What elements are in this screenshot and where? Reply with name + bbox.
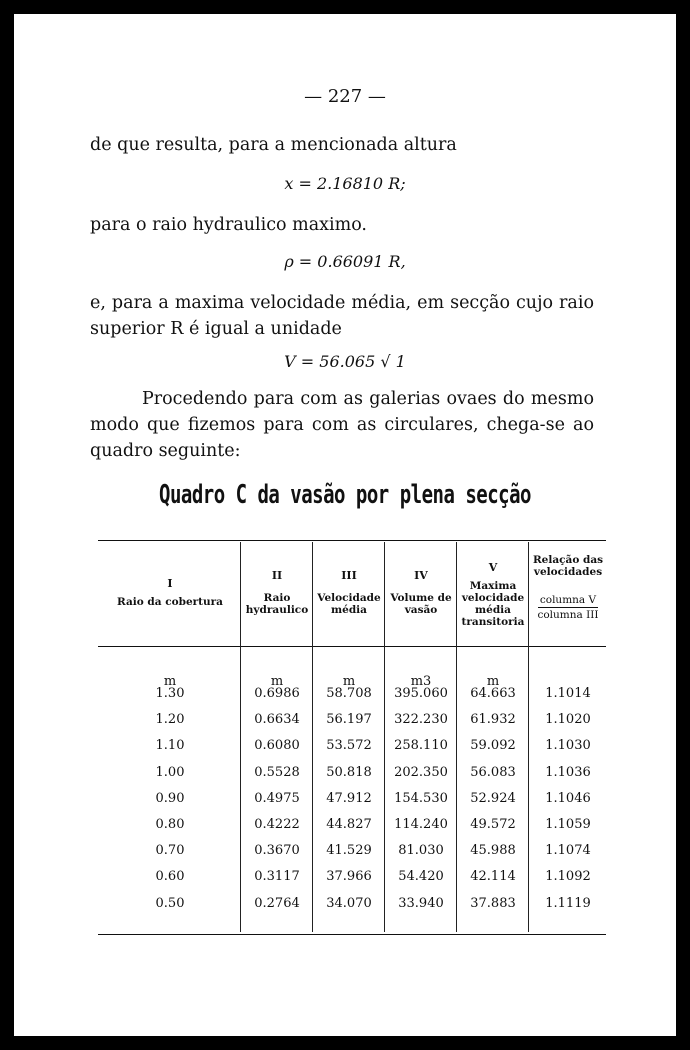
table-cell: 0.6080 xyxy=(254,738,300,754)
column-number: III xyxy=(341,569,357,582)
table-cell: 1.1059 xyxy=(545,817,591,832)
table-cell: 1.30 xyxy=(155,686,185,701)
table-cell: 37.966 xyxy=(326,869,372,885)
table-cell: 1.10 xyxy=(155,738,185,754)
table-cell: 0.2764 xyxy=(254,895,300,911)
table-cell: 1.1020 xyxy=(545,712,591,728)
column-divider xyxy=(528,542,529,932)
ratio-denominator: columna III xyxy=(537,609,599,621)
table-cell: 59.092 xyxy=(470,738,516,754)
column-number: II xyxy=(271,569,283,582)
formula-x: x = 2.16810 R; xyxy=(284,174,406,193)
column-divider xyxy=(384,542,385,932)
table-cell: 0.5528 xyxy=(254,764,300,780)
table-cell: 42.114 xyxy=(470,869,516,885)
table-cell: 0.80 xyxy=(155,817,185,832)
table-cell: 61.932 xyxy=(470,712,516,728)
table-cell: 33.940 xyxy=(398,895,444,911)
table-cell: 0.90 xyxy=(155,790,185,806)
paragraph-2: e, para a maxima velocidade média, em secção cujo raio superior R é igual a unidade xyxy=(90,293,594,339)
column-label: Maxima velocidade média transitoria xyxy=(461,580,525,628)
table-header-rule xyxy=(98,646,606,647)
unit-label: m3 xyxy=(410,674,432,689)
column-header-2 xyxy=(242,570,312,616)
table-cell: 322.230 xyxy=(394,712,448,728)
table-bottom-rule xyxy=(98,934,606,935)
unit-label: m xyxy=(270,674,284,689)
table-top-rule xyxy=(98,540,606,541)
column-divider xyxy=(456,542,457,932)
table-cell: 395.060 xyxy=(394,686,448,701)
table-cell: 0.4975 xyxy=(254,790,300,806)
table-cell: 0.6986 xyxy=(254,686,300,701)
text-line-1: de que resulta, para a mencionada altura xyxy=(90,135,457,155)
table-cell: 50.818 xyxy=(326,764,372,780)
table-cell: 258.110 xyxy=(394,738,448,754)
table-cell: 1.1074 xyxy=(545,843,591,859)
page-number: — 227 — xyxy=(304,86,386,107)
text-line-2: para o raio hydraulico maximo. xyxy=(90,215,367,235)
table-cell: 0.60 xyxy=(155,869,185,885)
table-cell: 37.883 xyxy=(470,895,516,911)
table-cell: 1.1030 xyxy=(545,738,591,754)
table-cell: 0.50 xyxy=(155,895,185,911)
unit-label: m xyxy=(486,674,500,689)
column-header-6 xyxy=(530,554,606,621)
formula-rho: ρ = 0.66091 R, xyxy=(284,252,406,271)
table-cell: 202.350 xyxy=(394,764,448,780)
column-divider xyxy=(312,542,313,932)
table-cell: 34.070 xyxy=(326,895,372,911)
column-header-1 xyxy=(104,578,236,608)
book-page xyxy=(14,14,676,1036)
table-cell: 1.1014 xyxy=(545,686,591,701)
table-cell: 56.083 xyxy=(470,764,516,780)
table-cell: 81.030 xyxy=(398,843,444,859)
table-cell: 0.3670 xyxy=(254,843,300,859)
table-cell: 56.197 xyxy=(326,712,372,728)
column-divider xyxy=(240,542,241,932)
table-cell: 0.4222 xyxy=(254,817,300,832)
column-label: Raio hydraulico xyxy=(245,592,309,616)
table-cell: 44.827 xyxy=(326,817,372,832)
table-cell: 49.572 xyxy=(470,817,516,832)
table-cell: 1.1036 xyxy=(545,764,591,780)
table-cell: 41.529 xyxy=(326,843,372,859)
table-cell: 154.530 xyxy=(394,790,448,806)
column-header-5 xyxy=(458,562,528,628)
column-label: Velocidade média xyxy=(317,592,381,616)
table-cell: 45.988 xyxy=(470,843,516,859)
table-cell: 54.420 xyxy=(398,869,444,885)
table-cell: 0.3117 xyxy=(254,869,300,885)
table-cell: 1.1119 xyxy=(545,895,591,911)
column-header-4 xyxy=(386,570,456,616)
table-cell: 64.663 xyxy=(470,686,516,701)
table-cell: 1.1046 xyxy=(545,790,591,806)
column-number: V xyxy=(488,561,498,574)
ratio-numerator: columna V xyxy=(539,594,597,606)
table-cell: 0.6634 xyxy=(254,712,300,728)
paragraph-3: Procedendo para com as galerias ovaes do mesmo modo que fizemos para com as circulares, chega-se ao quadro seguinte: xyxy=(90,389,594,461)
table-cell: 1.00 xyxy=(155,764,185,780)
table-cell: 114.240 xyxy=(394,817,448,832)
unit-label: m xyxy=(163,674,177,689)
column-label: Volume de vasão xyxy=(390,592,452,616)
column-header-3 xyxy=(314,570,384,616)
table-cell: 1.1092 xyxy=(545,869,591,885)
table-cell: 53.572 xyxy=(326,738,372,754)
column-label: Relação das velocidades xyxy=(532,554,604,578)
table-cell: 47.912 xyxy=(326,790,372,806)
table-cell: 0.70 xyxy=(155,843,185,859)
table-cell: 1.20 xyxy=(155,712,185,728)
table-cell: 58.708 xyxy=(326,686,372,701)
column-number: IV xyxy=(414,569,428,582)
table-title: Quadro C da vasão por plena secção xyxy=(159,480,531,510)
column-label: Raio da cobertura xyxy=(117,596,223,608)
formula-v: V = 56.065 √ 1 xyxy=(284,352,406,371)
unit-label: m xyxy=(342,674,356,689)
table-cell: 52.924 xyxy=(470,790,516,806)
column-number: I xyxy=(167,577,173,590)
